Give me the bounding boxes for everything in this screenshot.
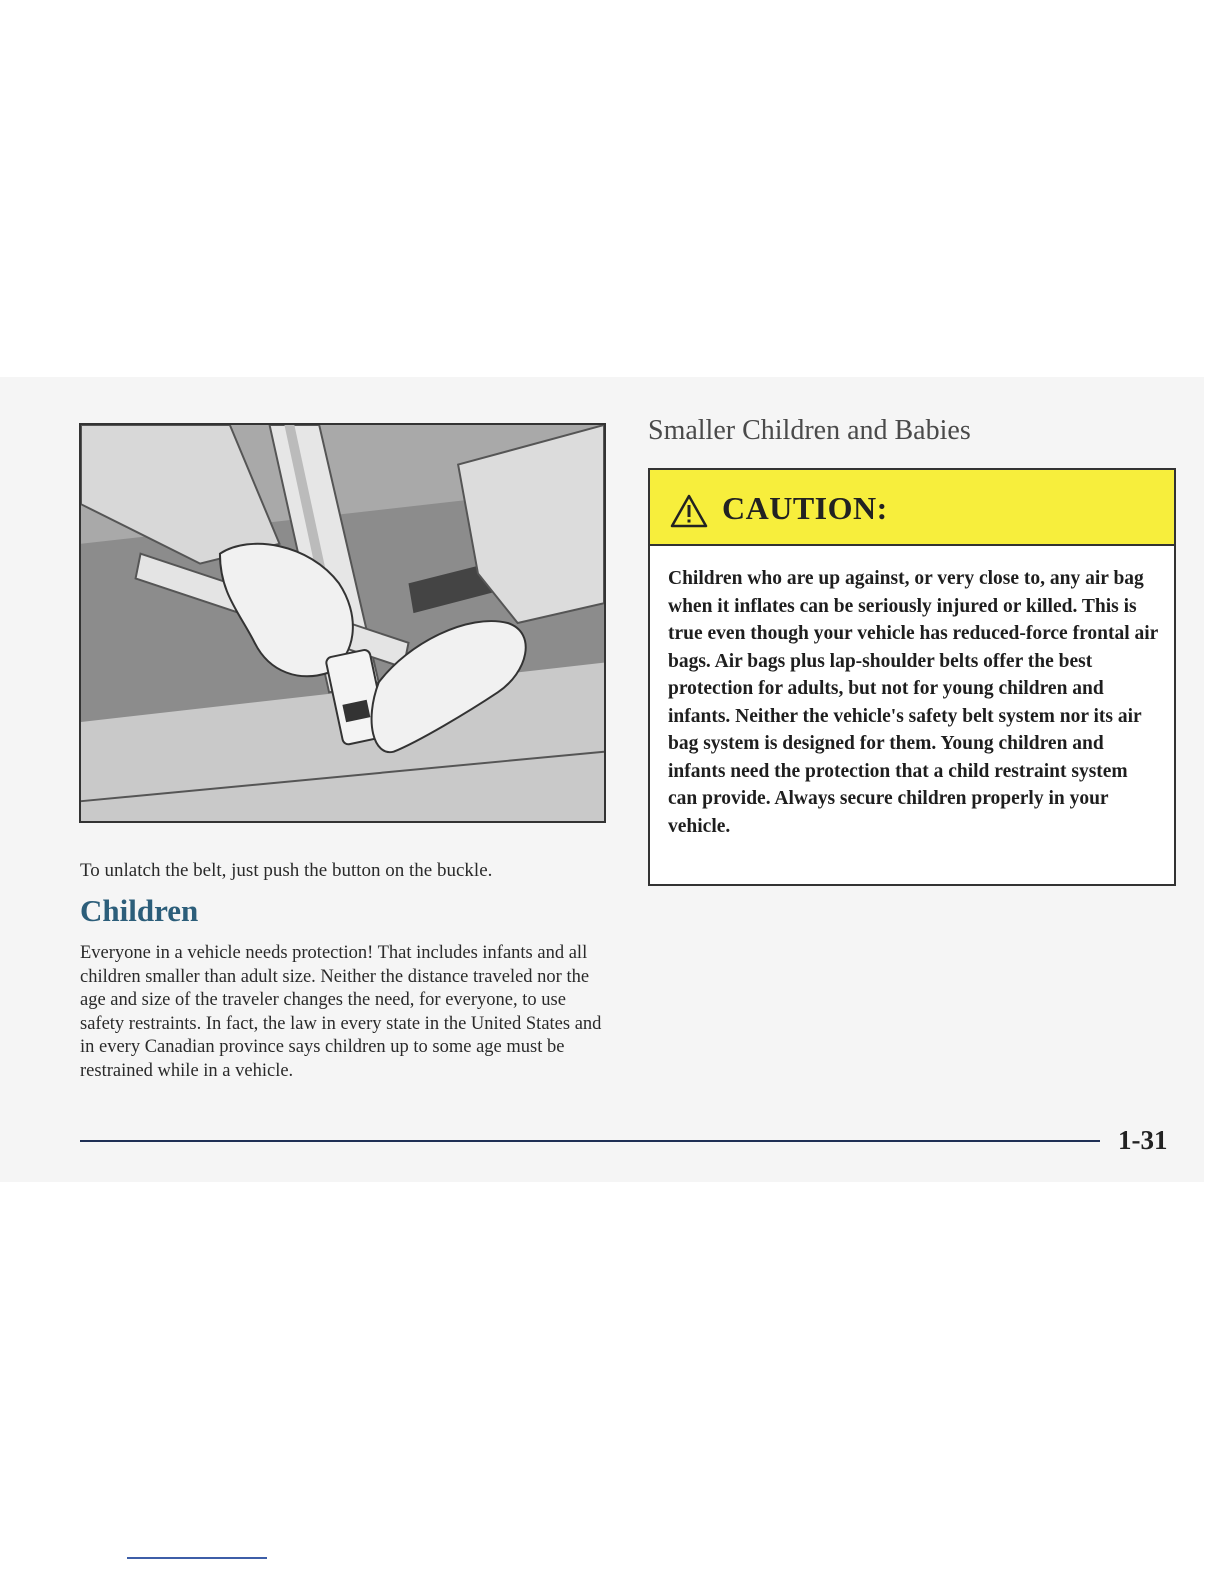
- section-heading-smaller-children: Smaller Children and Babies: [648, 415, 971, 446]
- caution-box: [648, 468, 1176, 886]
- buckle-drawing: [81, 425, 604, 821]
- bottom-divider: [127, 1557, 267, 1559]
- caution-text: Children who are up against, or very close to, any air bag when it inflates can be seriously injured or killed. This is true even though your vehicle has reduced-force frontal air bags. Air bags plus lap-shoulder belts offer the best protection for adults, but not for young children and infants. Neither the vehicle's safety belt system nor its air bag system is designed for them. Young children and infants need the protection that a child restraint system can provide. Always secure children properly in your vehicle.: [668, 568, 1158, 837]
- warning-triangle-icon: [670, 494, 708, 528]
- caution-header: [650, 470, 1174, 546]
- illustration-caption: To unlatch the belt, just push the button on the buckle.: [80, 860, 493, 881]
- seat-belt-buckle-illustration: [79, 423, 606, 823]
- page-number: 1-31: [1118, 1125, 1168, 1155]
- caution-title: CAUTION:: [722, 490, 888, 526]
- section-heading-children: Children: [80, 893, 199, 928]
- footer-rule: [80, 1140, 1100, 1142]
- children-paragraph: Everyone in a vehicle needs protection! That includes infants and all children smaller than adult size. Neither the distance traveled nor the age and size of the traveler changes the need, for everyone, to use safety restraints. In fact, the law in every state in the United States and in every Canadian province says children up to some age must be restrained while in a vehicle.: [80, 943, 602, 1081]
